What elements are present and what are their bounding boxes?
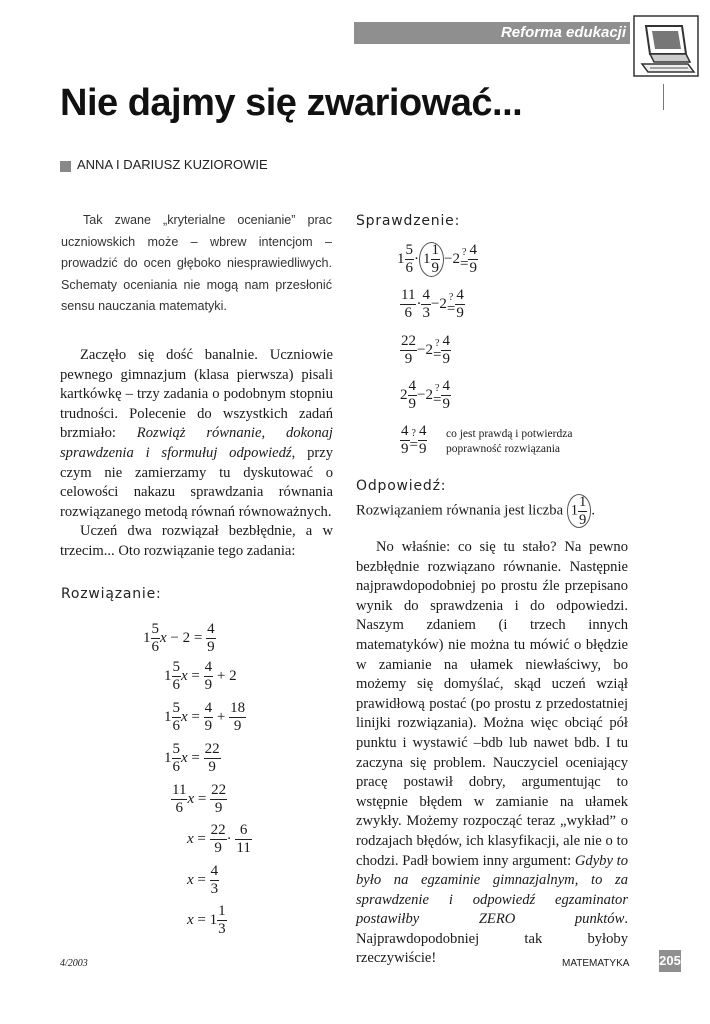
- p1-text-a: Zaczęło się dość banalnie. Uczniowie pewnego gimnazjum (klasa pierwsza) pisali kartkówkę – trzy zadania o podobnym stopniu trudności. Polecenie do wszystkich zadań brzmiało:: [60, 347, 333, 442]
- lead-text: Tak zwane „kryterialne ocenianie” prac uczniowskich może – wbrew intencjom – prowadzić do ocen głęboko niesprawiedliwych. Schematy oceniania nie mogą nam przesłonić sensu nauczania matematyki.: [61, 213, 332, 313]
- answer-circled-value: 1 $\frac{1}{9}$: [567, 494, 592, 528]
- computer-icon: [632, 14, 700, 78]
- solution-line-4: 1 $\frac{5}{6}$ x = $\frac{22}{9}$: [164, 741, 220, 775]
- section-header-title: Reforma edukacji: [500, 24, 626, 41]
- answer-heading: Odpowiedź:: [356, 478, 447, 494]
- check-heading: Sprawdzenie:: [356, 213, 461, 229]
- solution-line-2: 1 $\frac{5}{6}$ x = $\frac{4}{9}$ + 2: [164, 659, 237, 693]
- check-line-1: 1 $\frac{5}{6}$ · 1 $\frac{1}{9}$ −2 ? = $\frac{4}{9}$: [397, 242, 477, 276]
- page-number: 205: [659, 950, 681, 972]
- right-italic-quote: Gdyby to było na egzaminie gimnazjalnym, to za sprawdzenie i odpowiedź egzaminator postawiłby ZERO punktów: [356, 852, 628, 928]
- solution-line-7: x = $\frac{4}{3}$: [187, 863, 219, 897]
- left-column-text: [60, 346, 333, 562]
- p1-italic-2: dokonaj sprawdzenia i sformułuj odpowiedź: [60, 425, 333, 461]
- p1-text-b: , przy czym nie zamierzamy tu dyskutować o celowości nakazu sprawdzania równania rozwiązanego metodą równań równoważnych.: [60, 444, 334, 520]
- check-line-2: $\frac{11}{6}$ · $\frac{4}{3}$ −2 ? = $\frac{4}{9}$: [401, 287, 464, 321]
- solution-heading: Rozwiązanie:: [61, 586, 162, 602]
- p1-italic-1: Rozwiąż równanie: [136, 425, 262, 442]
- body-paragraph-2: Uczeń dwa rozwiązał bezbłędnie, a w trzecim... Oto rozwiązanie tego zadania:: [60, 523, 333, 559]
- solution-line-5: $\frac{11}{6}$ x = $\frac{22}{9}$: [172, 782, 227, 816]
- answer-line: Rozwiązaniem równania jest liczba 1 $\frac{1}{9}$ .: [356, 494, 595, 528]
- solution-line-3: 1 $\frac{5}{6}$ x = $\frac{4}{9}$ + $\frac{18}{9}$: [164, 700, 246, 734]
- solution-line-6: x = $\frac{22}{9}$ · $\frac{6}{11}$: [187, 822, 251, 856]
- p1-sep: ,: [261, 425, 286, 442]
- check-circled-value: 1 $\frac{1}{9}$: [419, 242, 444, 277]
- article-lead: [61, 210, 332, 318]
- right-paragraph: No właśnie: co się tu stało? Na pewno bezbłędnie rozwiązano równanie. Następnie najprawdopodobniej po prostu źle przepisano wynik do sprawdzenia i do odpowiedzi. Naszym zdaniem (i trzech innych matematyków) nie można tu mówić o błędzie w zamianie na ułamek niewłaściwy, bo możemy się domyślać, skąd uczeń wziął prawidłową postać (po prostu z przedostatniej linijki rozwiązania). Można więc obciąć pół punktu i wystawić –bdb lub nawet bdb. I tu zaczyna się problem. Nauczyciel oceniający pracę postawił dobry, argumentując to wstępnie błędem w zamianie na ułamek zwykły. Możemy rozpocząć teraz „wykład” o rodzajach błędów, ich klasyfikacji, ale nie o to chodzi. Padł bowiem inny argument: Gdyby to było na egzaminie gimnazjalnym, to za sprawdzenie i odpowiedź egzaminator postawiłby ZERO punktów. Najprawdopodobniej tak byłoby rzeczywiście!: [356, 539, 628, 967]
- footer-journal: MATEMATYKA: [562, 958, 630, 969]
- article-title: Nie dajmy się zwariować...: [60, 82, 523, 124]
- check-note: co jest prawdą i potwierdza poprawność rozwiązania: [446, 428, 573, 455]
- check-line-4: 2 $\frac{4}{9}$ −2 ? = $\frac{4}{9}$: [400, 378, 450, 412]
- footer-issue: 4/2003: [60, 958, 88, 969]
- right-column-text: [356, 538, 628, 969]
- answer-text: Rozwiązaniem równania jest liczba: [356, 502, 567, 519]
- author-bullet: [60, 161, 71, 172]
- check-line-5: $\frac{4}{9}$ ? = $\frac{4}{9}$: [401, 423, 427, 457]
- check-line-3: $\frac{22}{9}$ −2 ? = $\frac{4}{9}$: [401, 333, 450, 367]
- body-paragraph-1: [60, 346, 333, 522]
- solution-line-1: 1 $\frac{5}{6}$ x − 2 = $\frac{4}{9}$: [143, 621, 215, 655]
- article-author: ANNA I DARIUSZ KUZIOROWIE: [77, 157, 268, 172]
- header-divider: [663, 84, 664, 110]
- solution-line-8: x = 1 $\frac{1}{3}$: [187, 903, 226, 937]
